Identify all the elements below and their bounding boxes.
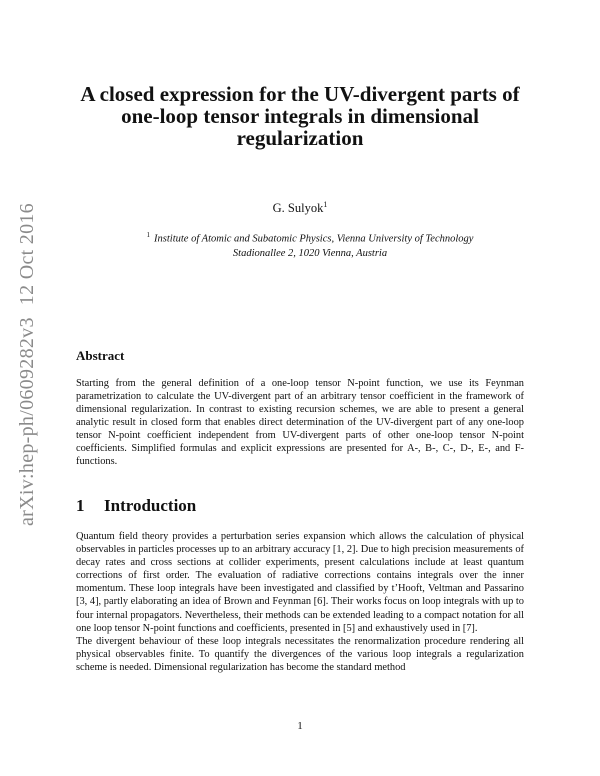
intro-paragraph-2: The divergent behaviour of these loop integrals necessitates the renormalization procedure rendering all physical observables finite. To quantify the divergences of the various loop integrals a regularization scheme is needed. Dimensional regularization has become the standard method xyxy=(76,635,524,673)
introduction-body xyxy=(76,530,524,674)
affiliation-line-2: Stadionallee 2, 1020 Vienna, Austria xyxy=(232,247,388,259)
intro-paragraph-1: Quantum field theory provides a perturbation series expansion which allows the calculation of physical observables in particles processes up to an arbitrary accuracy [1, 2]. Due to high precision measurements of decay rates and cross sections at collider experiments, present calculations include at least quantum corrections of first order. The evaluation of radiative corrections contains integrals over the inner momentum. These loop integrals have been investigated and classified by t’Hooft, Veltman and Passarino [3, 4], partly elaborating an idea of Brown and Feynman [6]. Their works focus on loop integrals with up to four internal propagators. Nevertheless, their methods can be extended leading to a compact notation for all one loop tensor N-point functions and coefficients, presented in [5] and exhaustively used in [7]. xyxy=(76,531,524,634)
author-line xyxy=(0,200,600,216)
section-number: 1 xyxy=(76,496,85,515)
affiliation-mark: 1 xyxy=(146,231,151,239)
paper-title: A closed expression for the UV-divergent parts of one-loop tensor integrals in dimensional regularization xyxy=(80,82,520,150)
arxiv-id: arXiv:hep-ph/0609282v3 xyxy=(16,317,38,526)
affiliation xyxy=(90,228,530,261)
abstract-text: Starting from the general definition of a one-loop tensor N-point function, we use its Feynman parametrization to calculate the UV-divergent part of an arbitrary tensor coefficient in the framework of dimensional regularization. In contrast to existing recursion schemes, we are able to present a general analytic result in closed form that enables direct determination of the UV-divergent part of any one-loop tensor N-point coefficient independent from UV-divergent parts of other one-loop tensor N-point coefficients. Simplified formulas and explicit expressions are presented for A-, B-, C-, D-, E-, and F-functions. xyxy=(76,378,524,467)
author-affiliation-mark: 1 xyxy=(323,200,328,209)
arxiv-stamp xyxy=(12,186,42,526)
affiliation-line-1: $^1$ Institute of Atomic and Subatomic Physics, Vienna University of Technology xyxy=(146,231,474,245)
page-number: 1 xyxy=(297,720,303,732)
section-heading xyxy=(76,496,196,516)
section-title: Introduction xyxy=(104,496,197,515)
arxiv-date: 12 Oct 2016 xyxy=(16,203,38,306)
author-name: G. Sulyok xyxy=(272,201,324,216)
abstract-heading: Abstract xyxy=(76,348,125,363)
